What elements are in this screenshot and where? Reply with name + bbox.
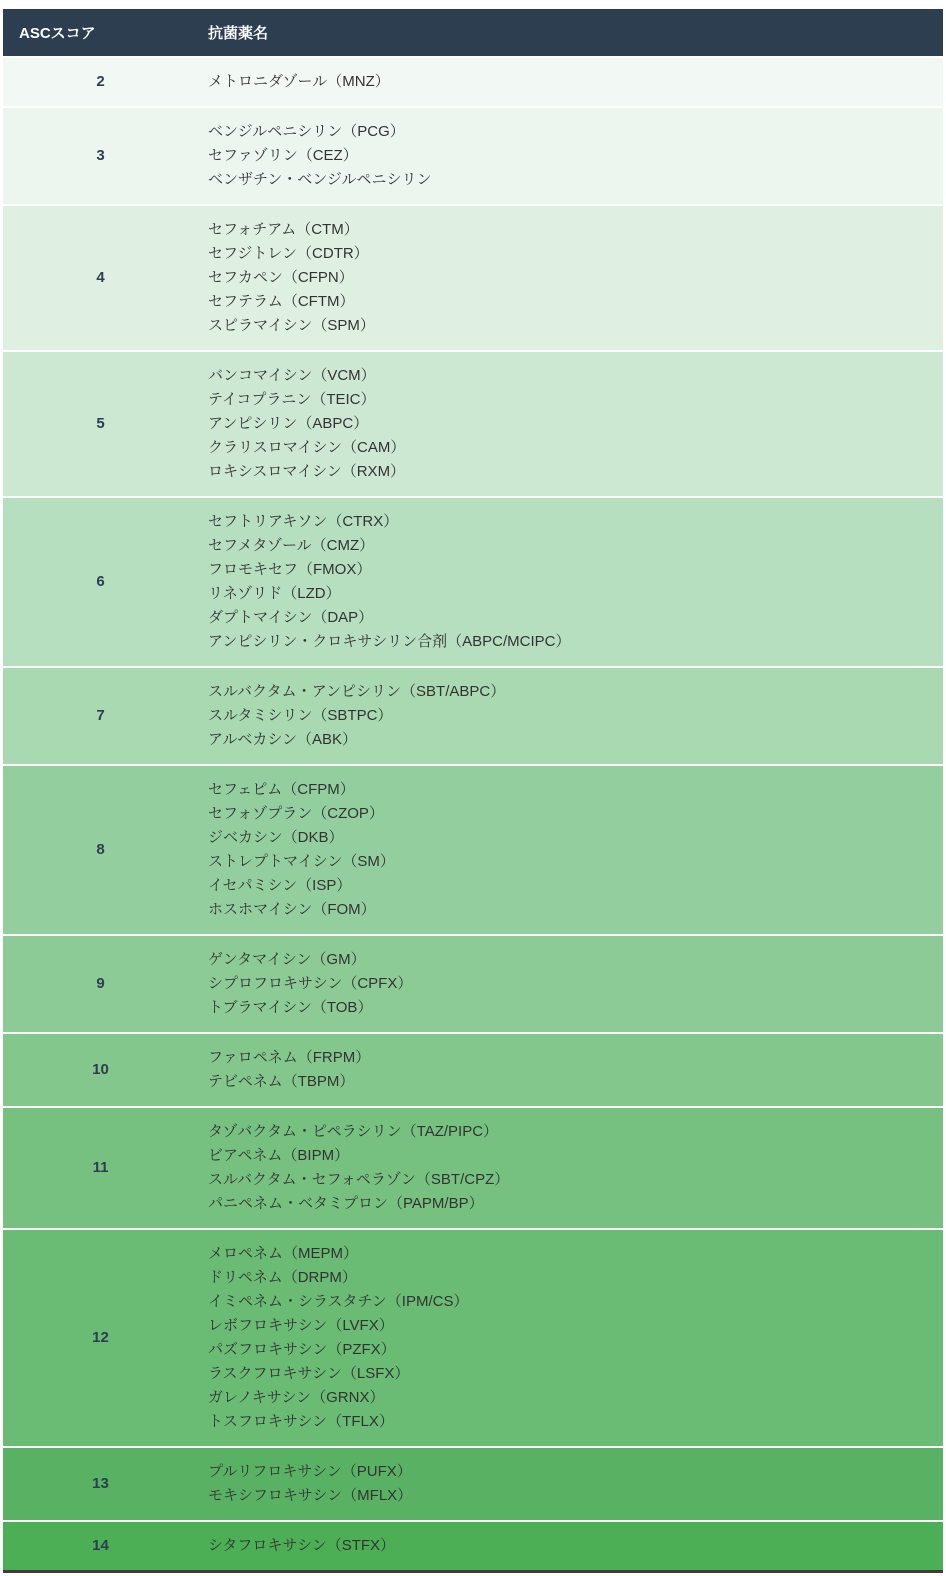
column-header-asc-score: ASCスコア [3, 9, 198, 57]
table-row [3, 1521, 943, 1572]
drug-names-cell [198, 57, 943, 107]
drug-names-cell [198, 667, 943, 765]
drug-name-line: スピラマイシン（SPM） [208, 317, 375, 334]
drug-names-cell [198, 1033, 943, 1107]
table-row [3, 765, 943, 935]
table-row [3, 1107, 943, 1229]
drug-name-line: スルバクタム・アンピシリン（SBT/ABPC） [208, 683, 506, 700]
drug-names-cell [198, 497, 943, 667]
table-row [3, 497, 943, 667]
drug-name-line: セファゾリン（CEZ） [208, 147, 358, 164]
drug-name-line: セフォチアム（CTM） [208, 221, 359, 238]
asc-score-cell: 9 [96, 975, 105, 992]
drug-names-cell [198, 935, 943, 1033]
drug-name-line: テイコプラニン（TEIC） [208, 391, 376, 408]
drug-name-line: ラスクフロキサシン（LSFX） [208, 1365, 410, 1382]
drug-names-cell [198, 205, 943, 351]
column-header-drug-name: 抗菌薬名 [198, 9, 943, 57]
drug-name-line: メトロニダゾール（MNZ） [208, 73, 390, 90]
drug-name-line: レボフロキサシン（LVFX） [208, 1317, 394, 1334]
asc-score-table [3, 9, 943, 1573]
drug-name-line: ストレプトマイシン（SM） [208, 853, 395, 870]
drug-name-line: ジベカシン（DKB） [208, 829, 344, 846]
table-row [3, 667, 943, 765]
table-row [3, 107, 943, 205]
drug-names-cell [198, 1107, 943, 1229]
table-row [3, 351, 943, 497]
asc-score-cell: 6 [96, 573, 105, 590]
drug-name-line: シタフロキサシン（STFX） [208, 1537, 396, 1554]
drug-name-line: テビペネム（TBPM） [208, 1073, 355, 1090]
asc-score-cell: 4 [96, 269, 105, 286]
drug-names-cell [198, 351, 943, 497]
table-header [3, 9, 943, 57]
drug-name-line: ホスホマイシン（FOM） [208, 901, 376, 918]
drug-name-line: ドリペネム（DRPM） [208, 1269, 357, 1286]
drug-name-line: モキシフロキサシン（MFLX） [208, 1487, 413, 1504]
table-row [3, 1447, 943, 1521]
table-row [3, 1033, 943, 1107]
drug-name-line: ロキシスロマイシン（RXM） [208, 463, 406, 480]
drug-name-line: タゾバクタム・ピペラシリン（TAZ/PIPC） [208, 1123, 499, 1140]
drug-name-line: トスフロキサシン（TFLX） [208, 1413, 394, 1430]
table-body [3, 57, 943, 1572]
drug-name-line: ゲンタマイシン（GM） [208, 951, 366, 968]
asc-score-cell: 5 [96, 415, 105, 432]
asc-score-cell: 2 [96, 73, 105, 90]
drug-names-cell [198, 1229, 943, 1447]
asc-score-cell: 13 [92, 1475, 109, 1492]
asc-score-cell: 14 [92, 1537, 109, 1554]
table-row [3, 1229, 943, 1447]
drug-name-line: イミペネム・シラスタチン（IPM/CS） [208, 1293, 469, 1310]
drug-name-line: ビアペネム（BIPM） [208, 1147, 350, 1164]
drug-name-line: アンピシリン（ABPC） [208, 415, 369, 432]
table-row [3, 57, 943, 107]
asc-score-cell: 3 [96, 147, 105, 164]
drug-name-line: バンコマイシン（VCM） [208, 367, 376, 384]
drug-name-line: ベンザチン・ベンジルペニシリン [208, 171, 432, 188]
drug-name-line: セフジトレン（CDTR） [208, 245, 369, 262]
drug-name-line: パズフロキサシン（PZFX） [208, 1341, 396, 1358]
drug-name-line: ファロペネム（FRPM） [208, 1049, 371, 1066]
drug-name-line: プルリフロキサシン（PUFX） [208, 1463, 412, 1480]
drug-name-line: フロモキセフ（FMOX） [208, 561, 372, 578]
drug-name-line: セフカペン（CFPN） [208, 269, 354, 286]
drug-name-line: リネゾリド（LZD） [208, 585, 341, 602]
asc-score-cell: 7 [96, 707, 105, 724]
asc-score-cell: 8 [96, 841, 105, 858]
drug-names-cell [198, 765, 943, 935]
drug-name-line: クラリスロマイシン（CAM） [208, 439, 406, 456]
drug-name-line: ガレノキサシン（GRNX） [208, 1389, 385, 1406]
drug-name-line: ベンジルペニシリン（PCG） [208, 123, 405, 140]
asc-score-cell: 11 [92, 1159, 109, 1176]
drug-name-line: アンピシリン・クロキサシリン合剤（ABPC/MCIPC） [208, 633, 571, 650]
header-row [3, 9, 943, 57]
drug-name-line: セフェピム（CFPM） [208, 781, 355, 798]
drug-names-cell [198, 1447, 943, 1521]
drug-name-line: トブラマイシン（TOB） [208, 999, 373, 1016]
drug-name-line: セフォゾプラン（CZOP） [208, 805, 384, 822]
drug-name-line: シプロフロキサシン（CPFX） [208, 975, 413, 992]
drug-name-line: セフメタゾール（CMZ） [208, 537, 375, 554]
drug-name-line: セフテラム（CFTM） [208, 293, 355, 310]
drug-name-line: ダプトマイシン（DAP） [208, 609, 374, 626]
drug-name-line: パニペネム・ベタミプロン（PAPM/BP） [208, 1195, 484, 1212]
drug-names-cell [198, 107, 943, 205]
asc-score-cell: 12 [92, 1329, 109, 1346]
drug-names-cell [198, 1521, 943, 1572]
drug-name-line: スルバクタム・セフォペラゾン（SBT/CPZ） [208, 1171, 510, 1188]
drug-name-line: アルベカシン（ABK） [208, 731, 358, 748]
asc-score-cell: 10 [92, 1061, 109, 1078]
table-row [3, 205, 943, 351]
drug-name-line: イセパミシン（ISP） [208, 877, 352, 894]
drug-name-line: セフトリアキソン（CTRX） [208, 513, 399, 530]
drug-name-line: スルタミシリン（SBTPC） [208, 707, 393, 724]
drug-name-line: メロペネム（MEPM） [208, 1245, 359, 1262]
table-row [3, 935, 943, 1033]
